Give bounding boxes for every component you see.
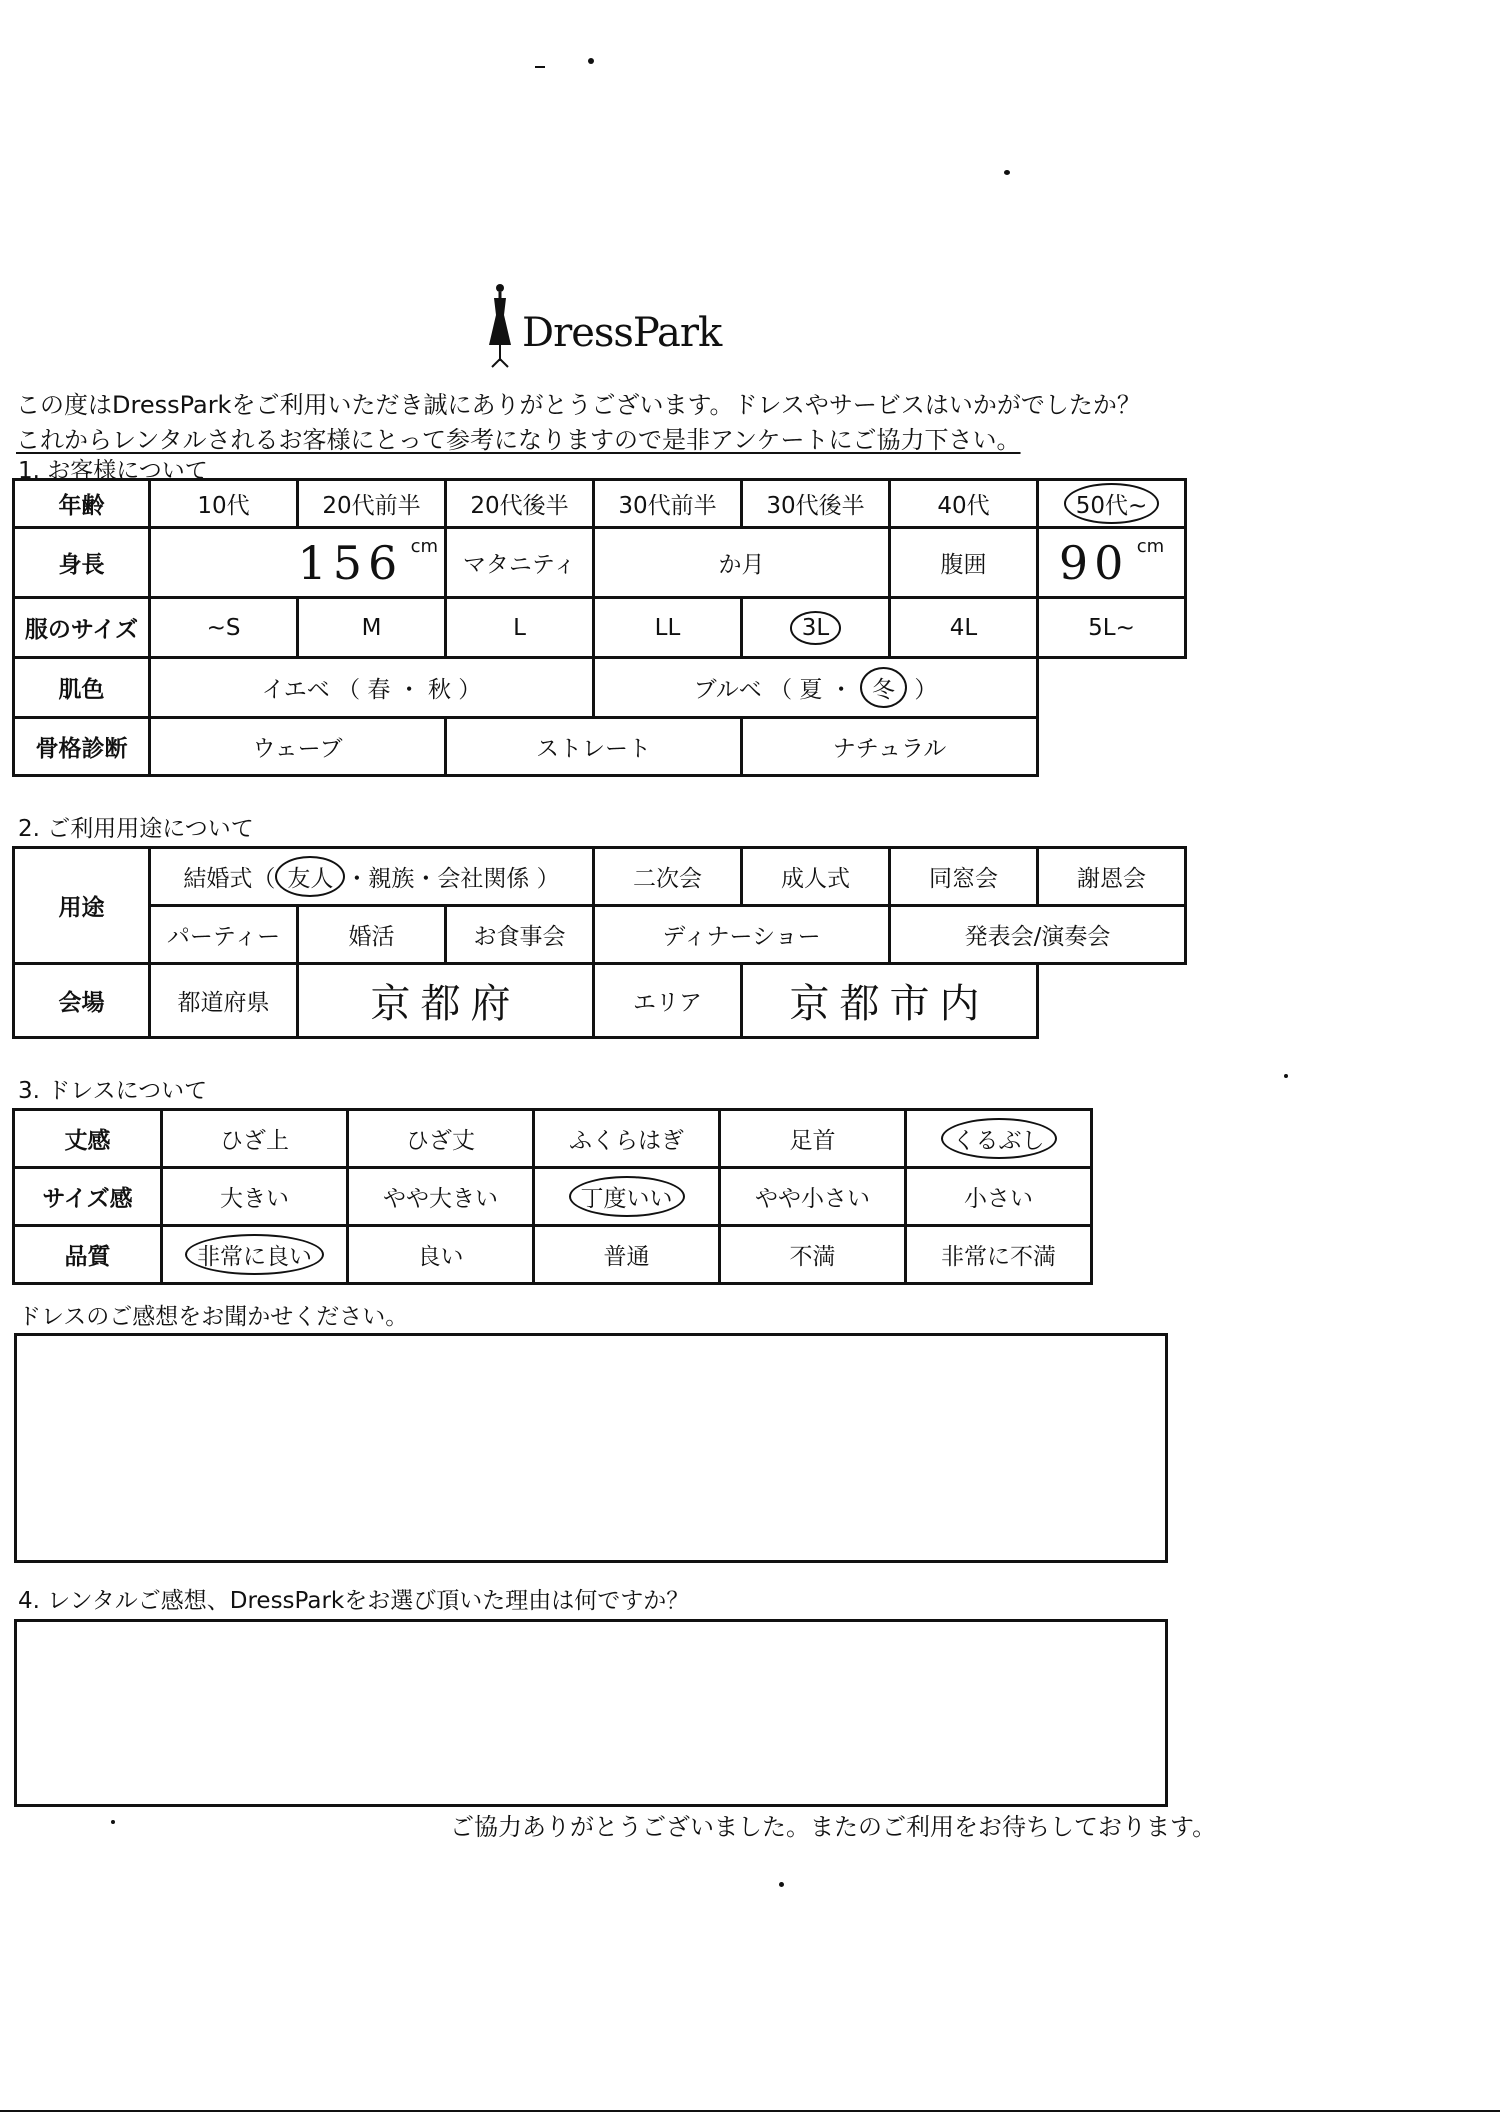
size-option-selected[interactable] xyxy=(742,598,890,658)
size-option[interactable]: M xyxy=(298,598,446,658)
bottom-divider xyxy=(0,2110,1500,2112)
fit-option[interactable]: 大きい xyxy=(162,1168,348,1226)
height-field[interactable] xyxy=(150,528,446,598)
size-option[interactable]: LL xyxy=(594,598,742,658)
age-option[interactable]: 40代 xyxy=(890,480,1038,528)
age-label: 年齢 xyxy=(14,480,150,528)
quality-option-selected[interactable] xyxy=(162,1226,348,1284)
height-row xyxy=(14,528,1186,598)
wedding-option[interactable] xyxy=(150,848,594,906)
impression-textarea[interactable] xyxy=(14,1333,1168,1563)
maternity-unit: か月 xyxy=(718,552,765,578)
length-option-selected[interactable] xyxy=(906,1110,1092,1168)
size-row xyxy=(14,598,1186,658)
skeleton-label: 骨格診断 xyxy=(14,718,150,776)
waist-field[interactable] xyxy=(1038,528,1186,598)
skeleton-row xyxy=(14,718,1186,776)
selected-circle: 3L xyxy=(790,611,841,645)
skeleton-option[interactable]: ナチュラル xyxy=(742,718,1038,776)
purpose-row-2 xyxy=(14,906,1186,964)
waist-unit: cm xyxy=(1136,535,1165,557)
size-label: 服のサイズ xyxy=(14,598,150,658)
purpose-option[interactable]: 謝恩会 xyxy=(1038,848,1186,906)
scan-speck xyxy=(535,66,545,68)
waist-label: 腹囲 xyxy=(890,528,1038,598)
dress-icon xyxy=(486,283,514,369)
fit-label: サイズ感 xyxy=(14,1168,162,1226)
area-value: 京都市内 xyxy=(789,981,990,1027)
age-option-selected[interactable] xyxy=(1038,480,1186,528)
quality-row xyxy=(14,1226,1092,1284)
purpose-option[interactable]: 二次会 xyxy=(594,848,742,906)
fit-option[interactable]: 小さい xyxy=(906,1168,1092,1226)
size-option[interactable]: 4L xyxy=(890,598,1038,658)
age-row xyxy=(14,480,1186,528)
intro-line-2: これからレンタルされるお客様にとって参考になりますので是非アンケートにご協力下さい。 xyxy=(16,426,1021,454)
section-3-title: 3. ドレスについて xyxy=(18,1078,208,1104)
scan-speck xyxy=(1284,1074,1288,1078)
section-1-title: 1. お客様について xyxy=(18,458,208,484)
section-4-title: 4. レンタルご感想、DressParkをお選び頂いた理由は何ですか？ xyxy=(18,1588,690,1614)
length-option[interactable]: 足首 xyxy=(720,1110,906,1168)
skin-row xyxy=(14,658,1186,718)
skin-blue-suffix: ） xyxy=(914,677,938,703)
wedding-suffix: ・親族・会社関係 ） xyxy=(345,866,560,892)
dress-table xyxy=(12,1108,1093,1285)
quality-option[interactable]: 不満 xyxy=(720,1226,906,1284)
usage-table xyxy=(12,846,1187,1039)
area-field[interactable] xyxy=(742,964,1038,1038)
purpose-label: 用途 xyxy=(14,848,150,964)
scan-speck xyxy=(779,1882,784,1887)
selected-circle: 50代~ xyxy=(1064,483,1160,524)
selected-circle: 非常に良い xyxy=(185,1234,324,1275)
purpose-option[interactable]: パーティー xyxy=(150,906,298,964)
fit-option[interactable]: やや大きい xyxy=(348,1168,534,1226)
purpose-option[interactable]: お食事会 xyxy=(446,906,594,964)
customer-info-table xyxy=(12,478,1187,777)
age-option[interactable]: 10代 xyxy=(150,480,298,528)
venue-label: 会場 xyxy=(14,964,150,1038)
age-option[interactable]: 30代後半 xyxy=(742,480,890,528)
length-row xyxy=(14,1110,1092,1168)
purpose-option[interactable]: ディナーショー xyxy=(594,906,890,964)
height-value: 156 xyxy=(297,535,404,590)
length-option[interactable]: ふくらはぎ xyxy=(534,1110,720,1168)
section-2-title: 2. ご利用用途について xyxy=(18,816,254,842)
scan-speck xyxy=(111,1820,115,1824)
length-option[interactable]: ひざ丈 xyxy=(348,1110,534,1168)
quality-option[interactable]: 非常に不満 xyxy=(906,1226,1092,1284)
fit-row xyxy=(14,1168,1092,1226)
skin-yellow[interactable]: イエベ （ 春 ・ 秋 ） xyxy=(150,658,594,718)
maternity-field[interactable] xyxy=(594,528,890,598)
scan-speck xyxy=(1004,170,1010,175)
selected-circle: 冬 xyxy=(860,667,907,708)
wedding-prefix: 結婚式（ xyxy=(183,866,276,892)
purpose-option[interactable]: 婚活 xyxy=(298,906,446,964)
dresspark-logo xyxy=(486,283,721,369)
maternity-label: マタニティ xyxy=(446,528,594,598)
skeleton-option[interactable]: ストレート xyxy=(446,718,742,776)
intro-line-1: この度はDressParkをご利用いただき誠にありがとうございます。ドレスやサービスはいかがでしたか？ xyxy=(16,391,1141,419)
skin-label: 肌色 xyxy=(14,658,150,718)
skin-blue[interactable] xyxy=(594,658,1038,718)
prefecture-field[interactable] xyxy=(298,964,594,1038)
prefecture-label: 都道府県 xyxy=(150,964,298,1038)
height-unit: cm xyxy=(410,535,438,557)
quality-option[interactable]: 普通 xyxy=(534,1226,720,1284)
logo-text: DressPark xyxy=(522,310,722,356)
size-option[interactable]: 5L~ xyxy=(1038,598,1186,658)
prefecture-value: 京都府 xyxy=(370,981,521,1027)
purpose-option[interactable]: 同窓会 xyxy=(890,848,1038,906)
age-option[interactable]: 20代後半 xyxy=(446,480,594,528)
length-option[interactable]: ひざ上 xyxy=(162,1110,348,1168)
thanks-message: ご協力ありがとうございました。またのご利用をお待ちしております。 xyxy=(450,1813,1217,1841)
height-label: 身長 xyxy=(14,528,150,598)
fit-option-selected[interactable] xyxy=(534,1168,720,1226)
reason-textarea[interactable] xyxy=(14,1619,1168,1807)
size-option[interactable]: ~S xyxy=(150,598,298,658)
purpose-row-1 xyxy=(14,848,1186,906)
selected-circle: 丁度いい xyxy=(569,1176,685,1217)
quality-label: 品質 xyxy=(14,1226,162,1284)
venue-row xyxy=(14,964,1186,1038)
selected-circle: くるぶし xyxy=(941,1118,1057,1159)
area-label: エリア xyxy=(594,964,742,1038)
impression-prompt: ドレスのご感想をお聞かせください。 xyxy=(18,1304,409,1330)
purpose-option[interactable]: 発表会/演奏会 xyxy=(890,906,1186,964)
skeleton-option[interactable]: ウェーブ xyxy=(150,718,446,776)
skin-blue-prefix: ブルベ （ 夏 ・ xyxy=(693,677,853,703)
scan-speck xyxy=(588,58,594,64)
quality-option[interactable]: 良い xyxy=(348,1226,534,1284)
length-label: 丈感 xyxy=(14,1110,162,1168)
selected-circle: 友人 xyxy=(275,856,345,897)
fit-option[interactable]: やや小さい xyxy=(720,1168,906,1226)
age-option[interactable]: 20代前半 xyxy=(298,480,446,528)
purpose-option[interactable]: 成人式 xyxy=(742,848,890,906)
age-option[interactable]: 30代前半 xyxy=(594,480,742,528)
waist-value: 90 xyxy=(1058,535,1130,590)
size-option[interactable]: L xyxy=(446,598,594,658)
